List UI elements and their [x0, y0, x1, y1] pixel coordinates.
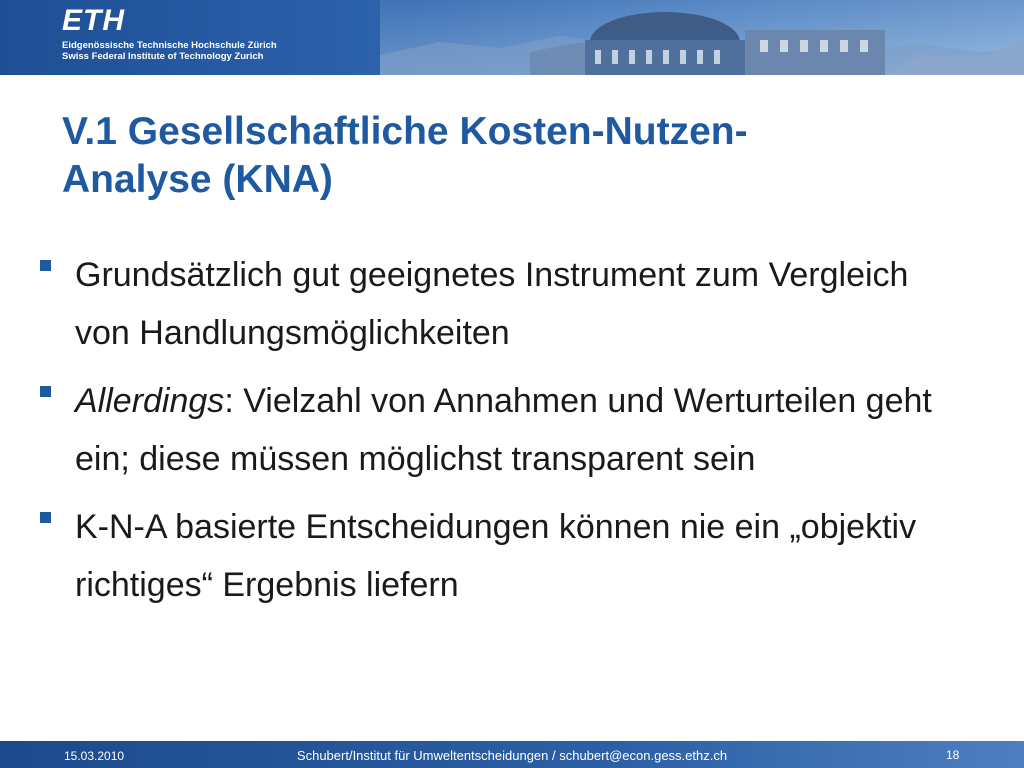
page-number: 18 [946, 748, 960, 762]
bullet-text: K-N-A basierte Entscheidungen können nie ein „objektiv richtiges“ Ergebnis liefern [75, 508, 917, 604]
bullet-item [38, 372, 968, 488]
square-bullet-icon [40, 386, 51, 397]
institution-name-de: Eidgenössische Technische Hochschule Zürich [62, 40, 277, 51]
footer-author: Schubert/Institut für Umweltentscheidungen / schubert@econ.gess.ethz.ch [296, 748, 728, 763]
slide-title [62, 108, 962, 204]
square-bullet-icon [40, 260, 51, 271]
institution-name-en: Swiss Federal Institute of Technology Zurich [62, 51, 264, 62]
footer-date: 15.03.2010 [64, 749, 125, 763]
bullet-emphasis: Allerdings [75, 382, 225, 420]
square-bullet-icon [40, 512, 51, 523]
bullet-text: Grundsätzlich gut geeignetes Instrument zum Vergleich von Handlungsmöglichkeiten [75, 256, 909, 352]
slide-title-line-1: V.1 Gesellschaftliche Kosten-Nutzen- [62, 110, 748, 153]
eth-building-photo [380, 0, 1024, 75]
bullet-list [38, 246, 968, 624]
bullet-item [38, 246, 968, 362]
header-banner [0, 0, 1024, 75]
eth-logo: ETH [62, 4, 125, 37]
footer-bar [0, 741, 1024, 768]
bullet-item [38, 498, 968, 614]
bullet-text: : Vielzahl von Annahmen und Werturteilen geht ein; diese müssen möglichst transparent sein [75, 382, 932, 478]
slide-title-line-2: Analyse (KNA) [62, 158, 333, 201]
